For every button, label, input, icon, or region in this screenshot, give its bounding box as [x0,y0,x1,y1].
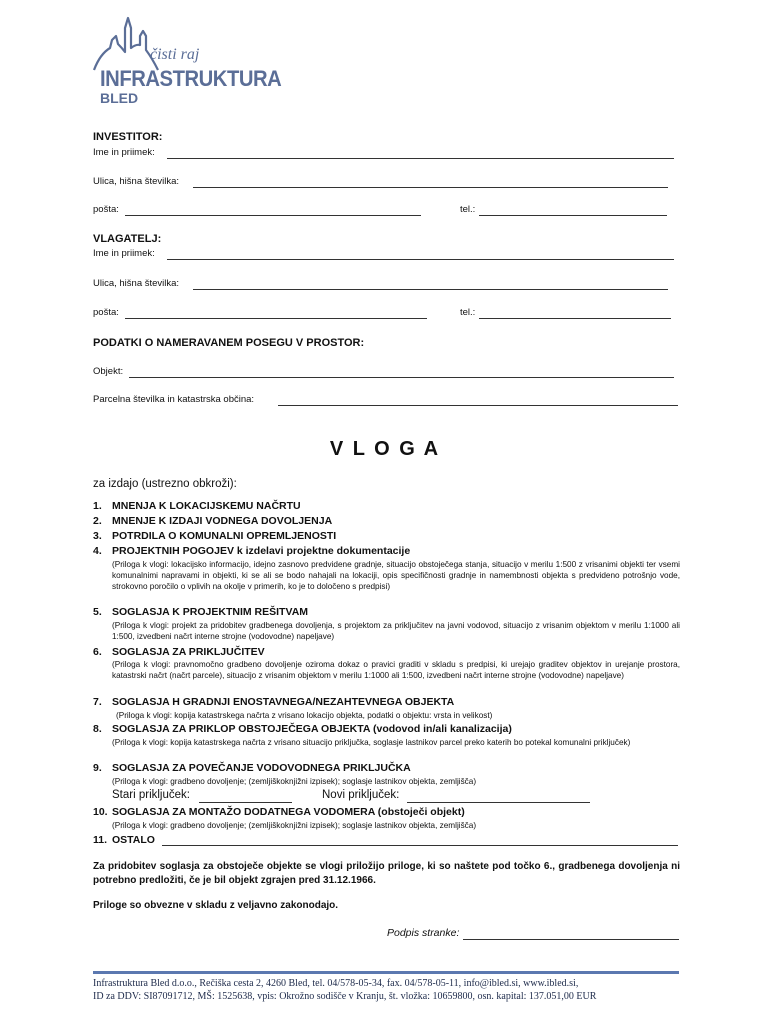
logo [92,14,292,109]
item-6-attachments: (Priloga k vlogi: pravnomočno gradbeno dovoljenje oziroma dokaz o pravici graditi v skladu s predpisi, ki urejajo graditev objektov in urejanje prostora, katastrski načrt (načrt parcele), situacijo z vrisanim objektom v merilu 1:1000 ali 1:500, izvedbeni načrt interne strojne (vodovodne) napeljave) [112,660,680,681]
item-2-number: 2. [93,515,102,527]
parcel-label: Parcelna številka in katastrska občina: [93,394,255,405]
item-11-field[interactable] [162,845,678,846]
item-4-attachments: (Priloga k vlogi: lokacijsko informacijo, idejno zasnovo predvidene gradnje, situacijo obstoječega stanja, situacijo v merilu 1:500 z vrisanimi objekti ter vsemi komunalnimi napravami in objekti, ki se ali se bodo nahajali na lokaciji, opis specifičnosti gradnje in namembnosti objekta s predvideno potrošnjo vode, strokovno poročilo o vplivih na okolje v primerih, ko je to določeno s predpisi) [112,560,680,592]
vlagatelj-tel-field[interactable] [479,318,671,319]
item-9-number: 9. [93,762,102,774]
signature-label: Podpis stranke: [387,927,460,939]
vlagatelj-name-field[interactable] [167,259,674,260]
item-11-number: 11. [93,834,108,846]
document-title: V L O G A [329,438,441,460]
object-label: Objekt: [93,366,124,377]
logo-place: BLED [100,90,139,106]
investitor-name-field[interactable] [167,158,674,159]
investitor-street-label: Ulica, hišna številka: [93,176,180,187]
investitor-street-field[interactable] [193,187,668,188]
item-3-title[interactable]: POTRDILA O KOMUNALNI OPREMLJENOSTI [112,530,337,542]
item-5-title[interactable]: SOGLASJA K PROJEKTNIM REŠITVAM [112,606,309,618]
investitor-heading: INVESTITOR: [93,131,163,143]
vlagatelj-post-field[interactable] [125,318,427,319]
item-3-number: 3. [93,530,102,542]
item-4-title[interactable]: PROJEKTNIH POGOJEV k izdelavi projektne dokumentacije [112,545,411,557]
item-8-title[interactable]: SOGLASJA ZA PRIKLOP OBSTOJEČEGA OBJEKTA (vodovod in/ali kanalizacija) [112,723,512,735]
investitor-post-label: pošta: [93,204,119,215]
item-7-number: 7. [93,696,102,708]
logo-name: INFRASTRUKTURA [100,66,282,91]
footer-company-line: Infrastruktura Bled d.o.o., Rečiška cesta 2, 4260 Bled, tel. 04/578-05-34, fax. 04/578-05-11, info@ibled.si, www.ibled.si, [93,978,579,989]
vlagatelj-heading: VLAGATELJ: [93,233,162,245]
new-connection-label: Novi priključek: [322,789,400,801]
document-subtitle: za izdajo (ustrezno obkroži): [93,478,237,490]
item-10-number: 10. [93,806,108,818]
logo-tagline: čisti raj [150,46,200,63]
item-2-title[interactable]: MNENJE K IZDAJI VODNEGA DOVOLJENJA [112,515,333,527]
item-4-number: 4. [93,545,102,557]
vlagatelj-street-label: Ulica, hišna številka: [93,278,180,289]
item-10-attachments: (Priloga k vlogi: gradbeno dovoljenje; (zemljiškoknjižni izpisek); soglasje lastnikov objekta, zemljišča) [112,821,477,830]
new-connection-field[interactable] [407,802,590,803]
item-1-title[interactable]: MNENJA K LOKACIJSKEMU NAČRTU [112,500,301,512]
item-9-attachments: (Priloga k vlogi: gradbeno dovoljenje; (zemljiškoknjižni izpisek); soglasje lastnikov objekta, zemljišča) [112,777,477,786]
old-connection-field[interactable] [199,802,292,803]
investitor-tel-field[interactable] [479,215,667,216]
item-5-number: 5. [93,606,102,618]
item-8-attachments: (Priloga k vlogi: kopija katastrskega načrta z vrisano situacijo priključka, soglasje lastnikov parcel preko katerih bo potekal komunalni priključek) [112,738,631,747]
item-6-number: 6. [93,646,102,658]
item-9-title[interactable]: SOGLASJA ZA POVEČANJE VODOVODNEGA PRIKLJUČKA [112,762,411,774]
note-existing-objects: Za pridobitev soglasja za obstoječe objekte se vlogi priložijo priloge, ki so naštete pod točko 6., gradbenega dovoljenja ni potrebno predložiti, če je bil objekt zgrajen pred 31.12.1966. [93,861,680,886]
investitor-tel-label: tel.: [460,204,476,215]
footer-registration-line: ID za DDV: SI87091712, MŠ: 1525638, vpis: Okrožno sodišče v Kranju, št. vložka: 10659800, osn. kapital: 137.051,00 EUR [93,991,597,1002]
item-8-number: 8. [93,723,102,735]
vlagatelj-street-field[interactable] [193,289,668,290]
item-5-attachments: (Priloga k vlogi: projekt za pridobitev gradbenega dovoljenja, s projektom za priključitev na javni vodovod, situacijo z vrisanim objektom v merilu 1:1000 ali 1:500, izvedbeni načrt interne strojne (vodovodne) napeljave) [112,621,680,642]
item-7-title[interactable]: SOGLASJA H GRADNJI ENOSTAVNEGA/NEZAHTEVNEGA OBJEKTA [112,696,455,708]
item-11-title[interactable]: OSTALO [112,834,155,846]
note-mandatory-attachments: Priloge so obvezne v skladu z veljavno zakonodajo. [93,900,339,911]
item-1-number: 1. [93,500,102,512]
vlagatelj-name-label: Ime in priimek: [93,248,155,259]
old-connection-label: Stari priključek: [112,789,190,801]
vlagatelj-tel-label: tel.: [460,307,476,318]
investitor-post-field[interactable] [125,215,421,216]
poseg-heading: PODATKI O NAMERAVANEM POSEGU V PROSTOR: [93,337,365,349]
item-7-attachments: (Priloga k vlogi: kopija katastrskega načrta z vrisano lokacijo objekta, podatki o objektu: vrsta in velikost) [116,711,493,720]
item-6-title[interactable]: SOGLASJA ZA PRIKLJUČITEV [112,646,265,658]
signature-field[interactable] [463,939,679,940]
vlagatelj-post-label: pošta: [93,307,119,318]
investitor-name-label: Ime in priimek: [93,147,155,158]
parcel-field[interactable] [278,405,678,406]
footer-rule [93,971,679,974]
item-10-title[interactable]: SOGLASJA ZA MONTAŽO DODATNEGA VODOMERA (obstoječi objekt) [112,806,465,818]
object-field[interactable] [129,377,674,378]
